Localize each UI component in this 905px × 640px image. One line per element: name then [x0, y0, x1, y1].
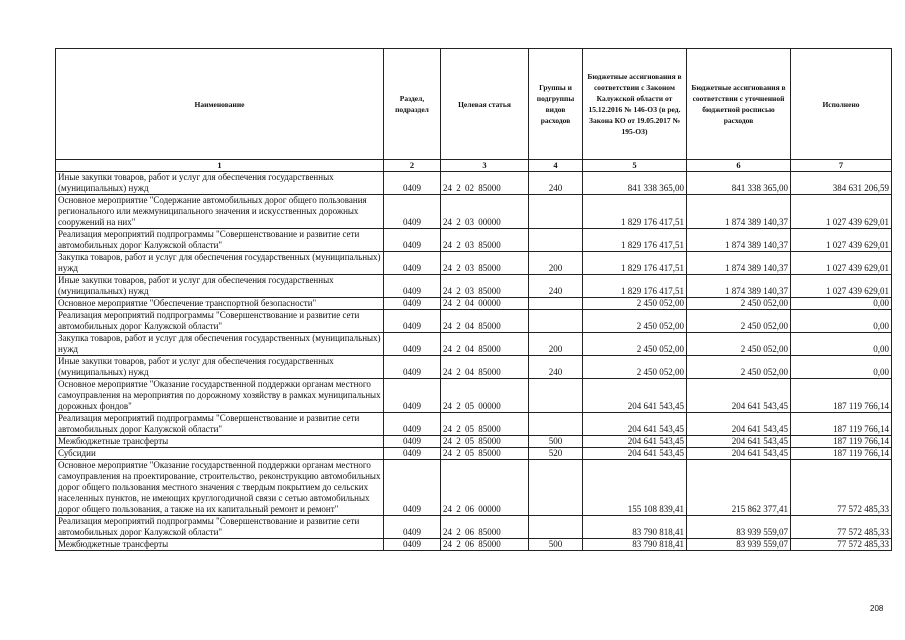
document-page: [55, 48, 891, 551]
row-law-allocation: 155 108 839,41: [583, 460, 687, 516]
row-name: Реализация мероприятий подпрограммы "Совершенствование и развитие сети автомобильных дорог Калужской области": [56, 229, 384, 252]
row-expense-group: 500: [529, 539, 583, 551]
row-law-allocation: 1 829 176 417,51: [583, 229, 687, 252]
column-number: 7: [791, 160, 892, 172]
row-target-article: 24 2 03 85000: [441, 275, 529, 298]
row-expense-group: [529, 229, 583, 252]
row-refined-allocation: 204 641 543,45: [687, 448, 791, 460]
row-refined-allocation: 1 874 389 140,37: [687, 195, 791, 229]
row-section: 0409: [384, 195, 441, 229]
row-expense-group: 240: [529, 172, 583, 195]
row-section: 0409: [384, 448, 441, 460]
row-expense-group: 200: [529, 333, 583, 356]
row-expense-group: 500: [529, 436, 583, 448]
row-executed: 1 027 439 629,01: [791, 252, 892, 275]
row-refined-allocation: 204 641 543,45: [687, 379, 791, 413]
row-refined-allocation: 2 450 052,00: [687, 333, 791, 356]
table-row: [56, 333, 892, 356]
row-executed: 384 631 206,59: [791, 172, 892, 195]
row-target-article: 24 2 05 85000: [441, 436, 529, 448]
row-law-allocation: 83 790 818,41: [583, 539, 687, 551]
row-refined-allocation: 83 939 559,07: [687, 539, 791, 551]
table-row: [56, 516, 892, 539]
row-refined-allocation: 1 874 389 140,37: [687, 275, 791, 298]
row-law-allocation: 204 641 543,45: [583, 413, 687, 436]
header-refined-allocation: Бюджетные ассигнования в соответствии с уточненной бюджетной росписью расходов: [687, 49, 791, 160]
row-section: 0409: [384, 379, 441, 413]
row-refined-allocation: 2 450 052,00: [687, 298, 791, 310]
row-law-allocation: 1 829 176 417,51: [583, 275, 687, 298]
row-name: Закупка товаров, работ и услуг для обеспечения государственных (муниципальных) нужд: [56, 333, 384, 356]
row-executed: 77 572 485,33: [791, 516, 892, 539]
row-section: 0409: [384, 516, 441, 539]
row-refined-allocation: 1 874 389 140,37: [687, 252, 791, 275]
header-group: Группы и подгруппы видов расходов: [529, 49, 583, 160]
header-name: Наименование: [56, 49, 384, 160]
row-target-article: 24 2 03 85000: [441, 252, 529, 275]
row-name: Реализация мероприятий подпрограммы "Совершенствование и развитие сети автомобильных дорог Калужской области": [56, 516, 384, 539]
table-row: [56, 413, 892, 436]
row-executed: 0,00: [791, 310, 892, 333]
row-target-article: 24 2 06 00000: [441, 460, 529, 516]
row-expense-group: [529, 413, 583, 436]
row-expense-group: [529, 298, 583, 310]
table-row: [56, 229, 892, 252]
row-refined-allocation: 841 338 365,00: [687, 172, 791, 195]
column-number: 1: [56, 160, 384, 172]
table-row: [56, 379, 892, 413]
row-refined-allocation: 83 939 559,07: [687, 516, 791, 539]
row-executed: 0,00: [791, 333, 892, 356]
column-number: 6: [687, 160, 791, 172]
column-number-row: [56, 160, 892, 172]
row-section: 0409: [384, 436, 441, 448]
row-expense-group: 240: [529, 356, 583, 379]
row-expense-group: 200: [529, 252, 583, 275]
row-name: Иные закупки товаров, работ и услуг для обеспечения государственных (муниципальных) нужд: [56, 172, 384, 195]
header-section: Раздел, подраздел: [384, 49, 441, 160]
table-row: [56, 275, 892, 298]
row-law-allocation: 83 790 818,41: [583, 516, 687, 539]
row-law-allocation: 2 450 052,00: [583, 310, 687, 333]
row-section: 0409: [384, 356, 441, 379]
row-section: 0409: [384, 172, 441, 195]
column-number: 3: [441, 160, 529, 172]
row-executed: 0,00: [791, 298, 892, 310]
header-row: [56, 49, 892, 160]
column-number: 5: [583, 160, 687, 172]
row-refined-allocation: 215 862 377,41: [687, 460, 791, 516]
row-name: Основное мероприятие "Оказание государственной поддержки органам местного самоуправления на проектирование, строительство, реконструкцию автомобильных дорог общего пользования местного значения с твердым покрытием до сельских населенных пунктов, не имеющих круглогодичной связи с сетью автомобильных дорог общего пользования, а также на их капитальный ремонт и ремонт": [56, 460, 384, 516]
row-expense-group: [529, 379, 583, 413]
row-section: 0409: [384, 275, 441, 298]
row-expense-group: [529, 460, 583, 516]
row-name: Межбюджетные трансферты: [56, 436, 384, 448]
page-number: 208: [870, 604, 884, 613]
table-row: [56, 252, 892, 275]
row-target-article: 24 2 06 85000: [441, 516, 529, 539]
row-section: 0409: [384, 539, 441, 551]
row-expense-group: 520: [529, 448, 583, 460]
row-executed: 1 027 439 629,01: [791, 275, 892, 298]
row-executed: 1 027 439 629,01: [791, 195, 892, 229]
table-body: [56, 172, 892, 551]
row-executed: 1 027 439 629,01: [791, 229, 892, 252]
row-law-allocation: 2 450 052,00: [583, 356, 687, 379]
row-section: 0409: [384, 298, 441, 310]
row-section: 0409: [384, 252, 441, 275]
row-law-allocation: 204 641 543,45: [583, 448, 687, 460]
row-law-allocation: 1 829 176 417,51: [583, 252, 687, 275]
row-expense-group: [529, 195, 583, 229]
row-section: 0409: [384, 413, 441, 436]
header-law-allocation: Бюджетные ассигнования в соответствии с Законом Калужской области от 15.12.2016 № 146-ОЗ (в ред. Закона КО от 19.05.2017 № 195-ОЗ): [583, 49, 687, 160]
row-target-article: 24 2 06 85000: [441, 539, 529, 551]
row-law-allocation: 841 338 365,00: [583, 172, 687, 195]
table-row: [56, 448, 892, 460]
column-number: 2: [384, 160, 441, 172]
row-name: Основное мероприятие "Содержание автомобильных дорог общего пользования регионального или межмуниципального значения и искусственных дорожных сооружений на них": [56, 195, 384, 229]
row-target-article: 24 2 03 00000: [441, 195, 529, 229]
row-name: Закупка товаров, работ и услуг для обеспечения государственных (муниципальных) нужд: [56, 252, 384, 275]
row-target-article: 24 2 05 85000: [441, 448, 529, 460]
row-name: Реализация мероприятий подпрограммы "Совершенствование и развитие сети автомобильных дорог Калужской области": [56, 413, 384, 436]
row-name: Межбюджетные трансферты: [56, 539, 384, 551]
row-name: Иные закупки товаров, работ и услуг для обеспечения государственных (муниципальных) нужд: [56, 356, 384, 379]
row-refined-allocation: 2 450 052,00: [687, 356, 791, 379]
row-target-article: 24 2 05 00000: [441, 379, 529, 413]
row-expense-group: [529, 310, 583, 333]
table-row: [56, 298, 892, 310]
row-section: 0409: [384, 229, 441, 252]
budget-table: [55, 48, 892, 551]
row-name: Основное мероприятие "Обеспечение транспортной безопасности": [56, 298, 384, 310]
row-executed: 187 119 766,14: [791, 413, 892, 436]
table-row: [56, 195, 892, 229]
row-target-article: 24 2 02 85000: [441, 172, 529, 195]
row-name: Основное мероприятие "Оказание государственной поддержки органам местного самоуправления на мероприятия по дорожному хозяйству в рамках муниципальных дорожных фондов": [56, 379, 384, 413]
row-law-allocation: 204 641 543,45: [583, 436, 687, 448]
row-section: 0409: [384, 310, 441, 333]
row-section: 0409: [384, 460, 441, 516]
row-target-article: 24 2 04 85000: [441, 356, 529, 379]
table-row: [56, 356, 892, 379]
table-row: [56, 172, 892, 195]
row-target-article: 24 2 05 85000: [441, 413, 529, 436]
row-executed: 77 572 485,33: [791, 460, 892, 516]
row-name: Субсидии: [56, 448, 384, 460]
row-refined-allocation: 2 450 052,00: [687, 310, 791, 333]
row-executed: 187 119 766,14: [791, 379, 892, 413]
row-target-article: 24 2 04 85000: [441, 333, 529, 356]
row-law-allocation: 2 450 052,00: [583, 333, 687, 356]
table-row: [56, 539, 892, 551]
header-target: Целевая статья: [441, 49, 529, 160]
table-row: [56, 310, 892, 333]
row-executed: 187 119 766,14: [791, 448, 892, 460]
row-name: Иные закупки товаров, работ и услуг для обеспечения государственных (муниципальных) нужд: [56, 275, 384, 298]
table-row: [56, 436, 892, 448]
row-law-allocation: 1 829 176 417,51: [583, 195, 687, 229]
row-target-article: 24 2 04 85000: [441, 310, 529, 333]
row-executed: 0,00: [791, 356, 892, 379]
header-executed: Исполнено: [791, 49, 892, 160]
row-expense-group: [529, 516, 583, 539]
row-expense-group: 240: [529, 275, 583, 298]
row-refined-allocation: 204 641 543,45: [687, 413, 791, 436]
row-executed: 187 119 766,14: [791, 436, 892, 448]
row-target-article: 24 2 04 00000: [441, 298, 529, 310]
row-section: 0409: [384, 333, 441, 356]
column-number: 4: [529, 160, 583, 172]
row-law-allocation: 204 641 543,45: [583, 379, 687, 413]
row-executed: 77 572 485,33: [791, 539, 892, 551]
row-refined-allocation: 1 874 389 140,37: [687, 229, 791, 252]
row-refined-allocation: 204 641 543,45: [687, 436, 791, 448]
row-target-article: 24 2 03 85000: [441, 229, 529, 252]
row-law-allocation: 2 450 052,00: [583, 298, 687, 310]
row-name: Реализация мероприятий подпрограммы "Совершенствование и развитие сети автомобильных дорог Калужской области": [56, 310, 384, 333]
table-row: [56, 460, 892, 516]
